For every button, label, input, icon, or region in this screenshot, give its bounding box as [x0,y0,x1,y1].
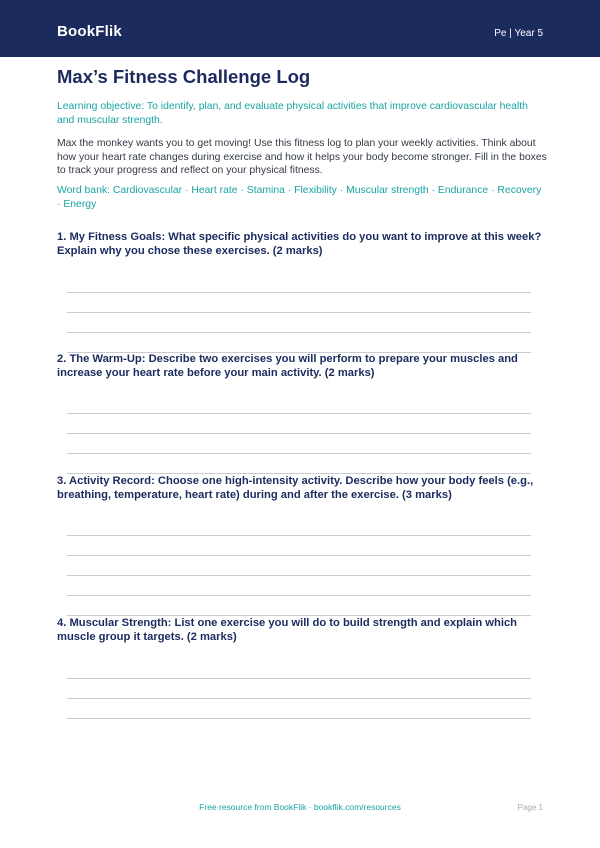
footer-link[interactable]: Free resource from BookFlik · bookflik.com/resources [199,802,401,812]
learning-objective: Learning objective: To identify, plan, and evaluate physical activities that improve cardiovascular health and muscular strength. [57,101,528,126]
answer-line[interactable] [67,535,531,536]
question-2: 2. The Warm-Up: Describe two exercises you will perform to prepare your muscles and increase your heart rate before your main activity. (2 marks) [57,353,518,379]
question-1: 1. My Fitness Goals: What specific physical activities do you want to improve at this week? Explain why you chose these exercises. (2 marks) [57,231,542,257]
answer-line[interactable] [67,453,531,454]
page-title: Max’s Fitness Challenge Log [57,66,311,87]
word-bank: Word bank: Cardiovascular · Heart rate · Stamina · Flexibility · Muscular strength · Endurance · Recovery · Energy [57,185,542,210]
answer-line[interactable] [67,433,531,434]
page-header [0,0,600,57]
answer-line[interactable] [67,678,531,679]
answer-line[interactable] [67,292,531,293]
answer-line[interactable] [67,555,531,556]
question-3: 3. Activity Record: Choose one high-intensity activity. Describe how your body feels (e.g., breathing, temperature, heart rate) during and after the exercise. (3 marks) [57,475,534,501]
answer-line[interactable] [67,575,531,576]
answer-line[interactable] [67,332,531,333]
subject-year-label: Pe | Year 5 [494,28,543,39]
answer-line[interactable] [67,698,531,699]
question-4: 4. Muscular Strength: List one exercise you will do to build strength and explain which muscle group it targets. (2 marks) [57,617,517,643]
page-number: Page 1 [517,803,543,812]
answer-line[interactable] [67,595,531,596]
brand-logo[interactable]: BookFlik [57,23,122,40]
answer-line[interactable] [67,718,531,719]
answer-line[interactable] [67,413,531,414]
intro-text: Max the monkey wants you to get moving! Use this fitness log to plan your weekly activities. Think about how your heart rate changes during exercise and how it helps your body become stronger. Fill in the boxes to track your progress and reflect on your physical fitness. [57,138,547,177]
answer-line[interactable] [67,312,531,313]
